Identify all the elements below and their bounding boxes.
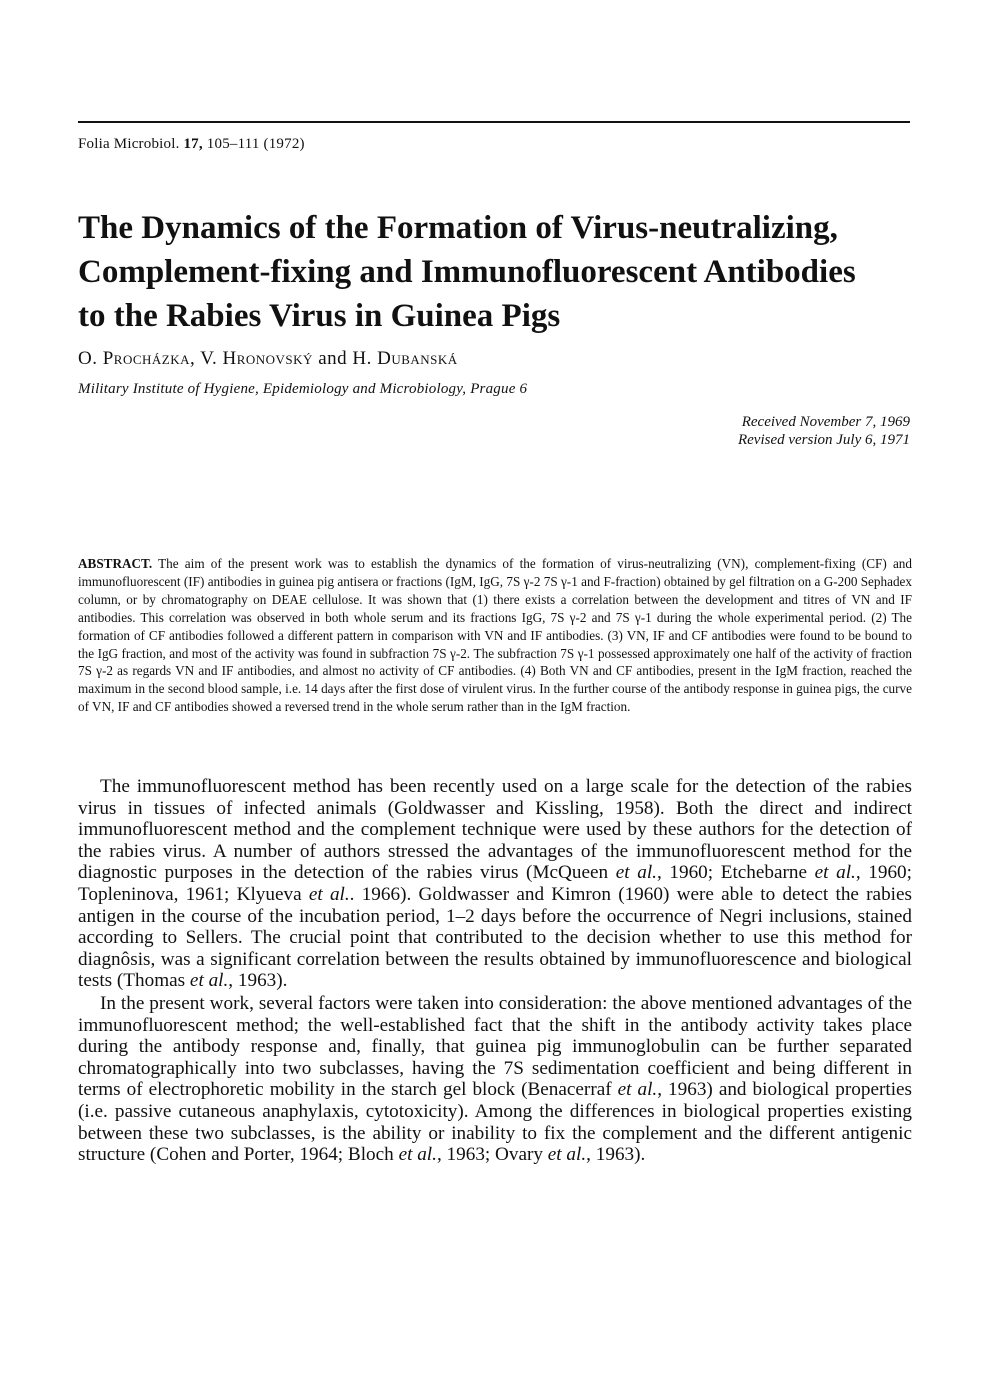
text-run-italic: et al.	[398, 1144, 437, 1166]
text-run: , 1963) and biological properties (i.e. passive cutaneous anaphylaxis, cytotoxicity). Among the differences in biological properties existing between these two subclasses, is the ability or inability to fix the complement and the different antigenic structure (Cohen and Porter, 1964; Bloch	[78, 1079, 913, 1166]
text-run-italic: et al.	[615, 862, 657, 884]
text-run-italic: et al.	[617, 1079, 658, 1101]
text-run: , 1960; Topleninova, 1961; Klyueva	[78, 862, 912, 905]
author-initial: V.	[200, 348, 218, 369]
received-date: Received November 7, 1969	[741, 414, 910, 430]
article-title	[78, 206, 918, 338]
header-rule	[78, 121, 910, 123]
text-run-italic: et al.	[308, 883, 350, 905]
affiliation: Military Institute of Hygiene, Epidemiology and Microbiology, Prague 6	[78, 381, 528, 397]
text-run: , 1963).	[586, 1144, 646, 1166]
text-run: , 1963; Ovary	[436, 1144, 548, 1166]
text-run: In the present work, several factors were taken into consideration: the above mentioned advantages of the immunofluorescent method; the well-established fact that the shift in the antibody activity takes place during the antibody response and, finally, that guinea pig immunoglobulin can be further separated chromatographically into two subclasses, having the 7S sedimentation coefficient and being different in terms of electrophoretic mobility in the starch gel block (Benacerraf	[78, 992, 912, 1101]
journal-citation	[78, 136, 305, 153]
abstract-label: ABSTRACT.	[78, 556, 153, 571]
text-run-italic: et al.	[547, 1144, 587, 1166]
journal-volume: 17,	[183, 136, 203, 152]
title-line: Complement-fixing and Immunofluorescent Antibodies	[78, 254, 856, 290]
text-run-italic: et al.	[189, 970, 229, 992]
text-run: . 1966). Goldwasser and Kimron (1960) were able to detect the rabies antigen in the course of the incubation period, 1–2 days before the occurrence of Negri inclusions, stained according to Sellers. The crucial point that contributed to the decision whether to use this method for diagnôsis, was a significant correlation between the results obtained by immunofluorescence and biological tests (Thomas	[78, 883, 912, 992]
title-line: The Dynamics of the Formation of Virus-neutralizing,	[78, 210, 838, 246]
text-run: , 1960; Etchebarne	[656, 862, 815, 884]
author-list	[78, 348, 458, 370]
author-name: Procházka,	[102, 348, 196, 369]
title-line: to the Rabies Virus in Guinea Pigs	[78, 298, 561, 334]
text-run: , 1963).	[228, 970, 288, 992]
journal-pages-year: 105–111 (1972)	[206, 136, 305, 152]
article-dates	[738, 413, 910, 449]
author-name: Dubanská	[377, 348, 458, 369]
text-run-italic: et al.	[814, 862, 856, 884]
body-text	[78, 776, 912, 1166]
journal-name: Folia Microbiol.	[78, 136, 180, 152]
author-initial: H.	[352, 348, 372, 369]
body-paragraph	[78, 993, 912, 1166]
author-name: Hronovský	[222, 348, 313, 369]
abstract-text: The aim of the present work was to establish the dynamics of the formation of virus-neutralizing (VN), complement-fixing (CF) and immunofluorescent (IF) antibodies in guinea pig antisera or fractions (IgM, IgG, 7S γ-2 7S γ-1 and F-fraction) obtained by gel filtration on a G-200 Sephadex column, or by chromatography on DEAE cellulose. It was shown that (1) there exists a correlation between the development and titres of VN and IF antibodies. This correlation was observed in both whole serum and its fractions IgG, 7S γ-2 and 7S γ-1 during the whole experimental period. (2) The formation of CF antibodies followed a different pattern in comparison with VN and IF antibodies. (3) VN, IF and CF antibodies were found to be bound to the IgG fraction, and most of the activity was found in subfraction 7S γ-2. The subfraction 7S γ-1 possessed approximately one half of the activity of fraction 7S γ-2 as regards VN and IF antibodies, and almost no activity of CF antibodies. (4) Both VN and CF antibodies, present in the IgM fraction, reached the maximum in the second blood sample, i.e. 14 days after the first dose of virulent virus. In the further course of the antibody response in guinea pigs, the curve of VN, IF and CF antibodies showed a reversed trend in the whole serum rather than in the IgM fraction.	[78, 556, 912, 715]
author-conjunction: and	[318, 348, 348, 369]
author-initial: O.	[78, 348, 98, 369]
abstract	[78, 555, 912, 716]
revised-date: Revised version July 6, 1971	[737, 432, 910, 448]
body-paragraph	[78, 776, 912, 992]
text-run: The immunofluorescent method has been recently used on a large scale for the detection of the rabies virus in tissues of infected animals (Goldwasser and Kissling, 1958). Both the direct and indirect immunofluorescent method and the complement technique were used by these authors for the detection of the rabies virus. A number of authors stressed the advantages of the immunofluorescent method for the diagnostic purposes in the detection of the rabies virus (McQueen	[78, 776, 912, 884]
